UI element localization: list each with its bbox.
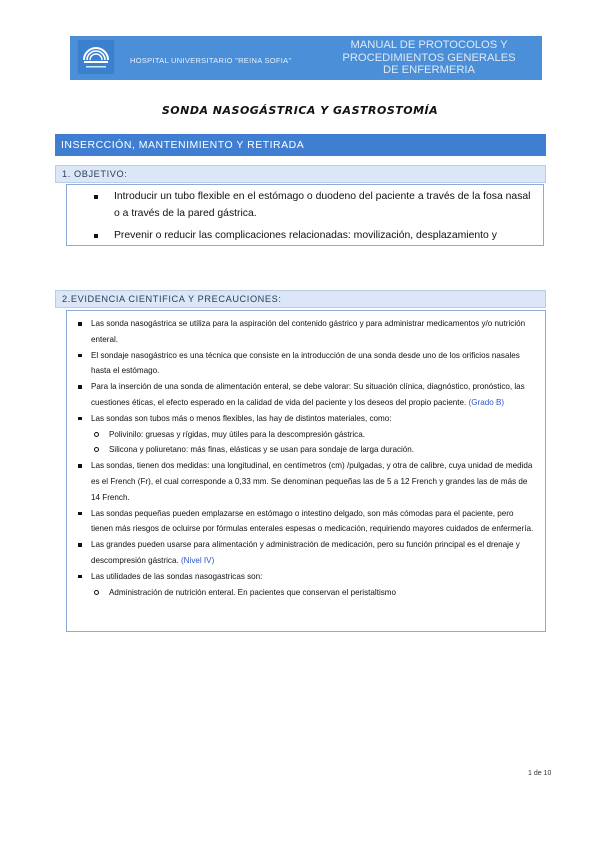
sub-list-item: Silicona y poliuretano: más finas, elásticas y se usan para sondaje de larga duración. <box>91 442 537 458</box>
list-item <box>75 537 537 569</box>
item-text: Las utilidades de las sondas nasogastricas son: <box>91 571 263 581</box>
item-text: Para la inserción de una sonda de alimentación enteral, se debe valorar: Su situación clínica, diagnóstico, pronóstico, las cuestiones éticas, el efecto esperado en la calidad de vida del paciente y los deseos del propio paciente. <box>91 382 525 407</box>
evidencia-box <box>66 310 546 632</box>
sub-list-item: Polivinilo: gruesas y rígidas, muy útiles para la descompresión gástrica. <box>91 427 537 443</box>
manual-title-line: PROCEDIMIENTOS GENERALES <box>342 51 516 64</box>
objetivo-heading: 1. OBJETIVO: <box>55 165 546 183</box>
grade-label: (Grado B) <box>468 397 505 407</box>
list-item: Introducir un tubo flexible en el estómago o duodeno del paciente a través de la fosa nasal o a través de la pared gástrica. <box>75 189 535 222</box>
item-text: Las sondas son tubos más o menos flexibles, las hay de distintos materiales, como: <box>91 413 392 423</box>
uses-sublist <box>91 585 537 601</box>
item-text: Las grandes pueden usarse para alimentación y administración de medicación, pero su función principal es el drenaje y descompresión gástrica. <box>91 540 520 565</box>
list-item: Las sondas, tienen dos medidas: una longitudinal, en centímetros (cm) /pulgadas, y otra de calibre, cuya unidad de medida es el French (Fr), el cual corresponde a 0,33 mm. Se denominan pequeñas las de 5 a 12 French y grandes las de más de 14 French. <box>75 458 537 505</box>
junta-andalucia-logo <box>78 40 114 74</box>
section-title-bar: INSERCCIÓN, MANTENIMIENTO Y RETIRADA <box>55 134 546 156</box>
evidencia-list <box>67 311 545 600</box>
list-item: Las sonda nasogástrica se utiliza para la aspiración del contenido gástrico y para administrar medicamentos y/o nutrición enteral. <box>75 316 537 348</box>
list-item: Las sondas pequeñas pueden emplazarse en estómago o intestino delgado, son más cómodas para el paciente, pero tienen más riesgos de ocluirse por fórmulas enterales espesas o medicación, requiriendo mayores cuidados de enfermería. <box>75 506 537 538</box>
document-title: SONDA NASOGÁSTRICA Y GASTROSTOMÍA <box>161 104 439 117</box>
list-item <box>75 379 537 411</box>
objetivo-box <box>66 184 544 246</box>
manual-title-line: DE ENFERMERIA <box>383 64 475 76</box>
hospital-name: HOSPITAL UNIVERSITARIO "REINA SOFIA" <box>130 56 292 65</box>
grade-label: (Nivel IV) <box>180 555 215 565</box>
manual-title-line: MANUAL DE PROTOCOLOS Y <box>350 39 508 51</box>
list-item <box>75 411 537 458</box>
materials-sublist <box>91 427 537 459</box>
list-item: El sondaje nasogástrico es una técnica que consiste en la introducción de una sonda desde uno de los orificios nasales hasta el estómago. <box>75 348 537 380</box>
sub-list-item: Administración de nutrición enteral. En pacientes que conservan el peristaltismo <box>91 585 537 601</box>
manual-title <box>324 39 534 77</box>
evidencia-heading: 2.EVIDENCIA CIENTIFICA Y PRECAUCIONES: <box>55 290 546 308</box>
page-number: 1 de 10 <box>528 770 552 777</box>
list-item <box>75 569 537 601</box>
list-item: Prevenir o reducir las complicaciones relacionadas: movilización, desplazamiento y <box>75 228 535 245</box>
header-banner <box>70 36 542 80</box>
objetivo-list <box>67 185 543 245</box>
